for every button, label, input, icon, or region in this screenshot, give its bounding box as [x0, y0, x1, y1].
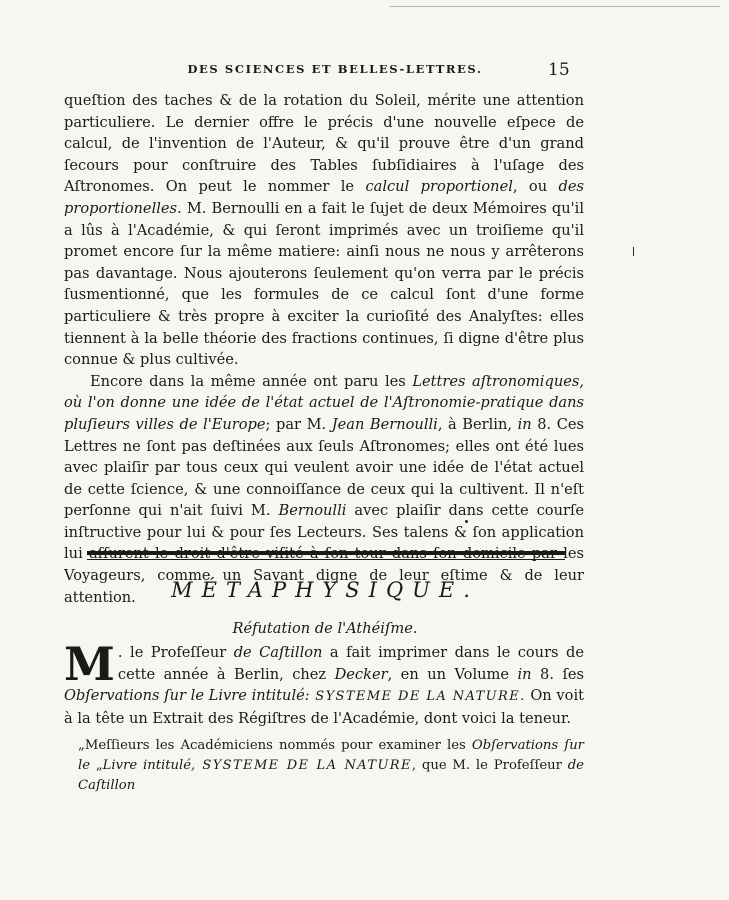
italic-run: Livre intitulé,	[102, 758, 196, 773]
text-run: , ou	[512, 178, 559, 196]
text-run: 8. Ces Lettres ne ſont pas deſtinées aux ſeuls Aſtronomes; elles ont été lues avec plaiſir par tous ceux qui veulent avoir une idée de l'état actuel de cette ſcience, & une connoiſſance de ceux qui la cultivent. Il n'eſt perſonne qui n'ait ſuivi M.	[64, 415, 585, 520]
ink-speck	[465, 520, 468, 523]
text-run: , que M. le Profeſſeur	[411, 758, 568, 773]
margin-mark	[633, 247, 634, 256]
text-run: avec plaiſir dans cette courſe inſtructive pour lui & pour ſes Lecteurs. Ses talens & ſon application lui aſſurent le droit d'être viſité à ſon tour dans ſon domicile par les Voyageurs, comme un Savant digne de leur eſtime & de leur attention.	[64, 502, 584, 606]
text-run: , en un Volume	[387, 665, 518, 683]
italic-run: Decker	[334, 665, 388, 683]
small-caps-run: SYSTEME DE LA NATURE.	[309, 689, 526, 705]
text-run: , à Berlin,	[437, 415, 518, 433]
section-divider-thin	[87, 559, 565, 560]
italic-run: Obſervations ſur le	[78, 738, 584, 773]
italic-run: in	[517, 415, 532, 433]
text-run: „Meſſieurs les Académiciens nommés pour examiner les	[78, 738, 472, 753]
text-run: a fait imprimer dans le cours de cette année à Berlin, chez	[117, 644, 584, 683]
text-run: . M. Bernoulli en a fait le ſujet de deux Mémoires qu'il a lûs à l'Académie, & qui ſeront imprimés avec un troiſieme qu'il promet encore ſur la même matiere: ainſi nous ne nous y arrêterons pas davantage. Nous ajouterons ſeulement qu'on verra par le précis ſusmentionné, que les formules de ce calcul ſont d'une forme particuliere & très propre à exciter la curioſité des Analyſtes: elles tiennent à la belle théorie des fractions continues, ſi digne d'être plus connue & plus cultivée.	[64, 199, 584, 369]
page-number: 15	[548, 60, 570, 80]
small-caps-run: SYSTEME DE LA NATURE	[195, 758, 412, 773]
paragraph-2	[64, 371, 584, 609]
text-run: queſtion des taches & de la rotation du Soleil, mérite une attention particuliere. Le dernier offre le précis d'une nouvelle eſpece de calcul, de l'invention de l'Auteur, & qu'il prouve être d'un grand ſecours pour conſtruire des Tables ſubſidiaires à l'uſage des Aſtronomes. On peut le nommer le	[64, 92, 584, 196]
italic-run: de Caſtillon	[233, 644, 323, 661]
italic-run: Lettres aſtronomiques, où l'on donne une idée de l'état actuel de l'Aſtronomie-pratique dans pluſieurs villes de l'Europe	[64, 372, 584, 433]
section-subtitle: Réfutation de l'Athéiſme.	[232, 620, 418, 637]
italic-run: des proportionelles	[64, 178, 584, 217]
quote-paragraph	[78, 736, 584, 796]
text-run: Encore dans la même année ont paru les	[90, 372, 413, 390]
italic-run: Bernoulli	[278, 502, 347, 520]
italic-run: de Caſtillon	[78, 758, 584, 793]
section-divider-thick	[87, 551, 565, 555]
italic-run: Jean Bernoulli	[331, 415, 438, 433]
section-body	[64, 637, 584, 729]
section-title: MÉTAPHYSIQUE.	[171, 578, 479, 602]
text-run: . le Profeſſeur	[117, 644, 234, 661]
text-run: 8. ſes	[531, 665, 584, 683]
text-run: ; par M.	[265, 415, 332, 433]
body-text	[64, 90, 584, 608]
italic-run: calcul proportionel	[365, 178, 513, 196]
text-run: On voit à la tête un Extrait des Régiſtres de l'Académie, dont voici la teneur.	[64, 687, 584, 727]
drop-cap: M	[64, 637, 115, 691]
running-head: DES SCIENCES ET BELLES-LETTRES.	[187, 62, 483, 76]
italic-run: Obſervations ſur le Livre intitulé:	[64, 687, 310, 705]
paragraph-1	[64, 90, 584, 371]
top-edge-rule	[390, 6, 720, 7]
paragraph-3	[64, 637, 584, 729]
quoted-extract	[78, 736, 584, 796]
italic-run: in	[517, 665, 532, 683]
text-run: „	[90, 758, 103, 773]
